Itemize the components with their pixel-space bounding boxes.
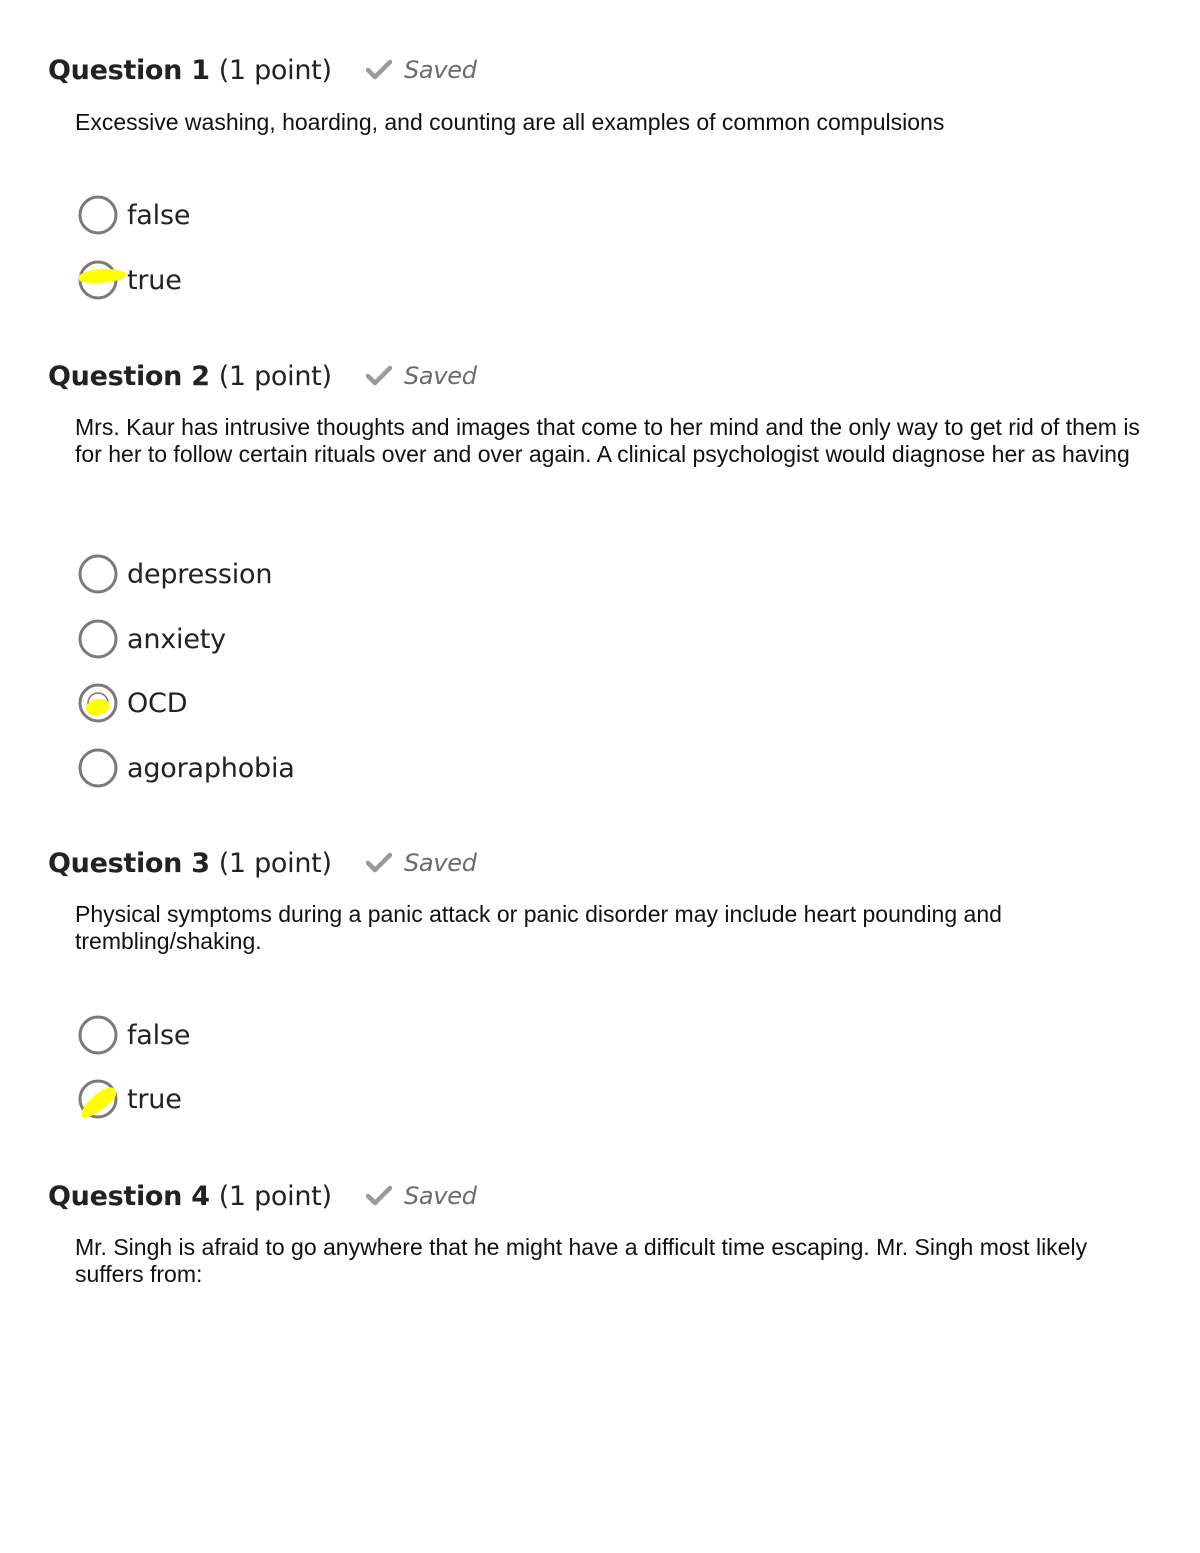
- radio-button[interactable]: [78, 195, 118, 235]
- option-true[interactable]: [78, 258, 182, 302]
- option-label: depression: [127, 558, 273, 590]
- radio-button[interactable]: [78, 554, 118, 594]
- checkmark-icon: [366, 365, 392, 387]
- question-text: Mr. Singh is afraid to go anywhere that he might have a difficult time escaping. Mr. Singh most likely suffers from:: [75, 1234, 1088, 1287]
- option-label: OCD: [127, 687, 188, 719]
- question-points: (1 point): [218, 360, 332, 392]
- radio-circle-icon: [78, 195, 118, 235]
- saved-status: [366, 356, 477, 396]
- option-anxiety[interactable]: [78, 617, 226, 661]
- radio-circle-icon: [78, 748, 118, 788]
- radio-circle-icon: [78, 554, 118, 594]
- question-points: (1 point): [218, 1180, 332, 1212]
- radio-circle-icon: [78, 683, 118, 723]
- checkmark-icon: [366, 59, 392, 81]
- checkmark-icon: [366, 1185, 392, 1207]
- saved-status: [366, 50, 477, 90]
- question-title: Question 2: [48, 360, 210, 392]
- saved-label: Saved: [404, 849, 477, 877]
- option-label: agoraphobia: [127, 752, 295, 784]
- radio-button[interactable]: [78, 1015, 118, 1055]
- option-false[interactable]: [78, 193, 190, 237]
- option-agoraphobia[interactable]: [78, 746, 295, 790]
- question-title: Question 3: [48, 847, 210, 879]
- question-points: (1 point): [218, 54, 332, 86]
- option-label: anxiety: [127, 623, 226, 655]
- option-label: false: [127, 1019, 191, 1051]
- question-header: [48, 50, 332, 90]
- radio-button[interactable]: [78, 1079, 118, 1119]
- saved-label: Saved: [404, 56, 477, 84]
- option-label: false: [127, 199, 191, 231]
- radio-circle-icon: [78, 619, 118, 659]
- question-text: Excessive washing, hoarding, and counting are all examples of common compulsions: [75, 109, 945, 135]
- question-header: [48, 843, 332, 883]
- option-ocd[interactable]: [78, 681, 187, 725]
- radio-circle-icon: [78, 1079, 118, 1119]
- question-header: [48, 1176, 332, 1216]
- saved-label: Saved: [404, 1182, 477, 1210]
- question-text: Mrs. Kaur has intrusive thoughts and images that come to her mind and the only way to get rid of them is for her to follow certain rituals over and over again. A clinical psychologist would diagnose her as having: [75, 414, 1140, 467]
- question-title: Question 1: [48, 54, 210, 86]
- radio-button[interactable]: [78, 260, 118, 300]
- radio-circle-icon: [78, 260, 118, 300]
- question-points: (1 point): [218, 847, 332, 879]
- radio-button[interactable]: [78, 683, 118, 723]
- saved-status: [366, 1176, 477, 1216]
- option-true[interactable]: [78, 1077, 182, 1121]
- question-title: Question 4: [48, 1180, 210, 1212]
- option-label: true: [127, 1083, 182, 1115]
- highlight-mark: [80, 270, 126, 282]
- checkmark-icon: [366, 852, 392, 874]
- saved-label: Saved: [404, 362, 477, 390]
- question-header: [48, 356, 332, 396]
- option-depression[interactable]: [78, 552, 272, 596]
- option-label: true: [127, 264, 182, 296]
- radio-button[interactable]: [78, 619, 118, 659]
- saved-status: [366, 843, 477, 883]
- radio-circle-icon: [78, 1015, 118, 1055]
- option-false[interactable]: [78, 1013, 190, 1057]
- radio-button[interactable]: [78, 748, 118, 788]
- question-text: Physical symptoms during a panic attack or panic disorder may include heart pounding and trembling/shaking.: [75, 901, 1002, 954]
